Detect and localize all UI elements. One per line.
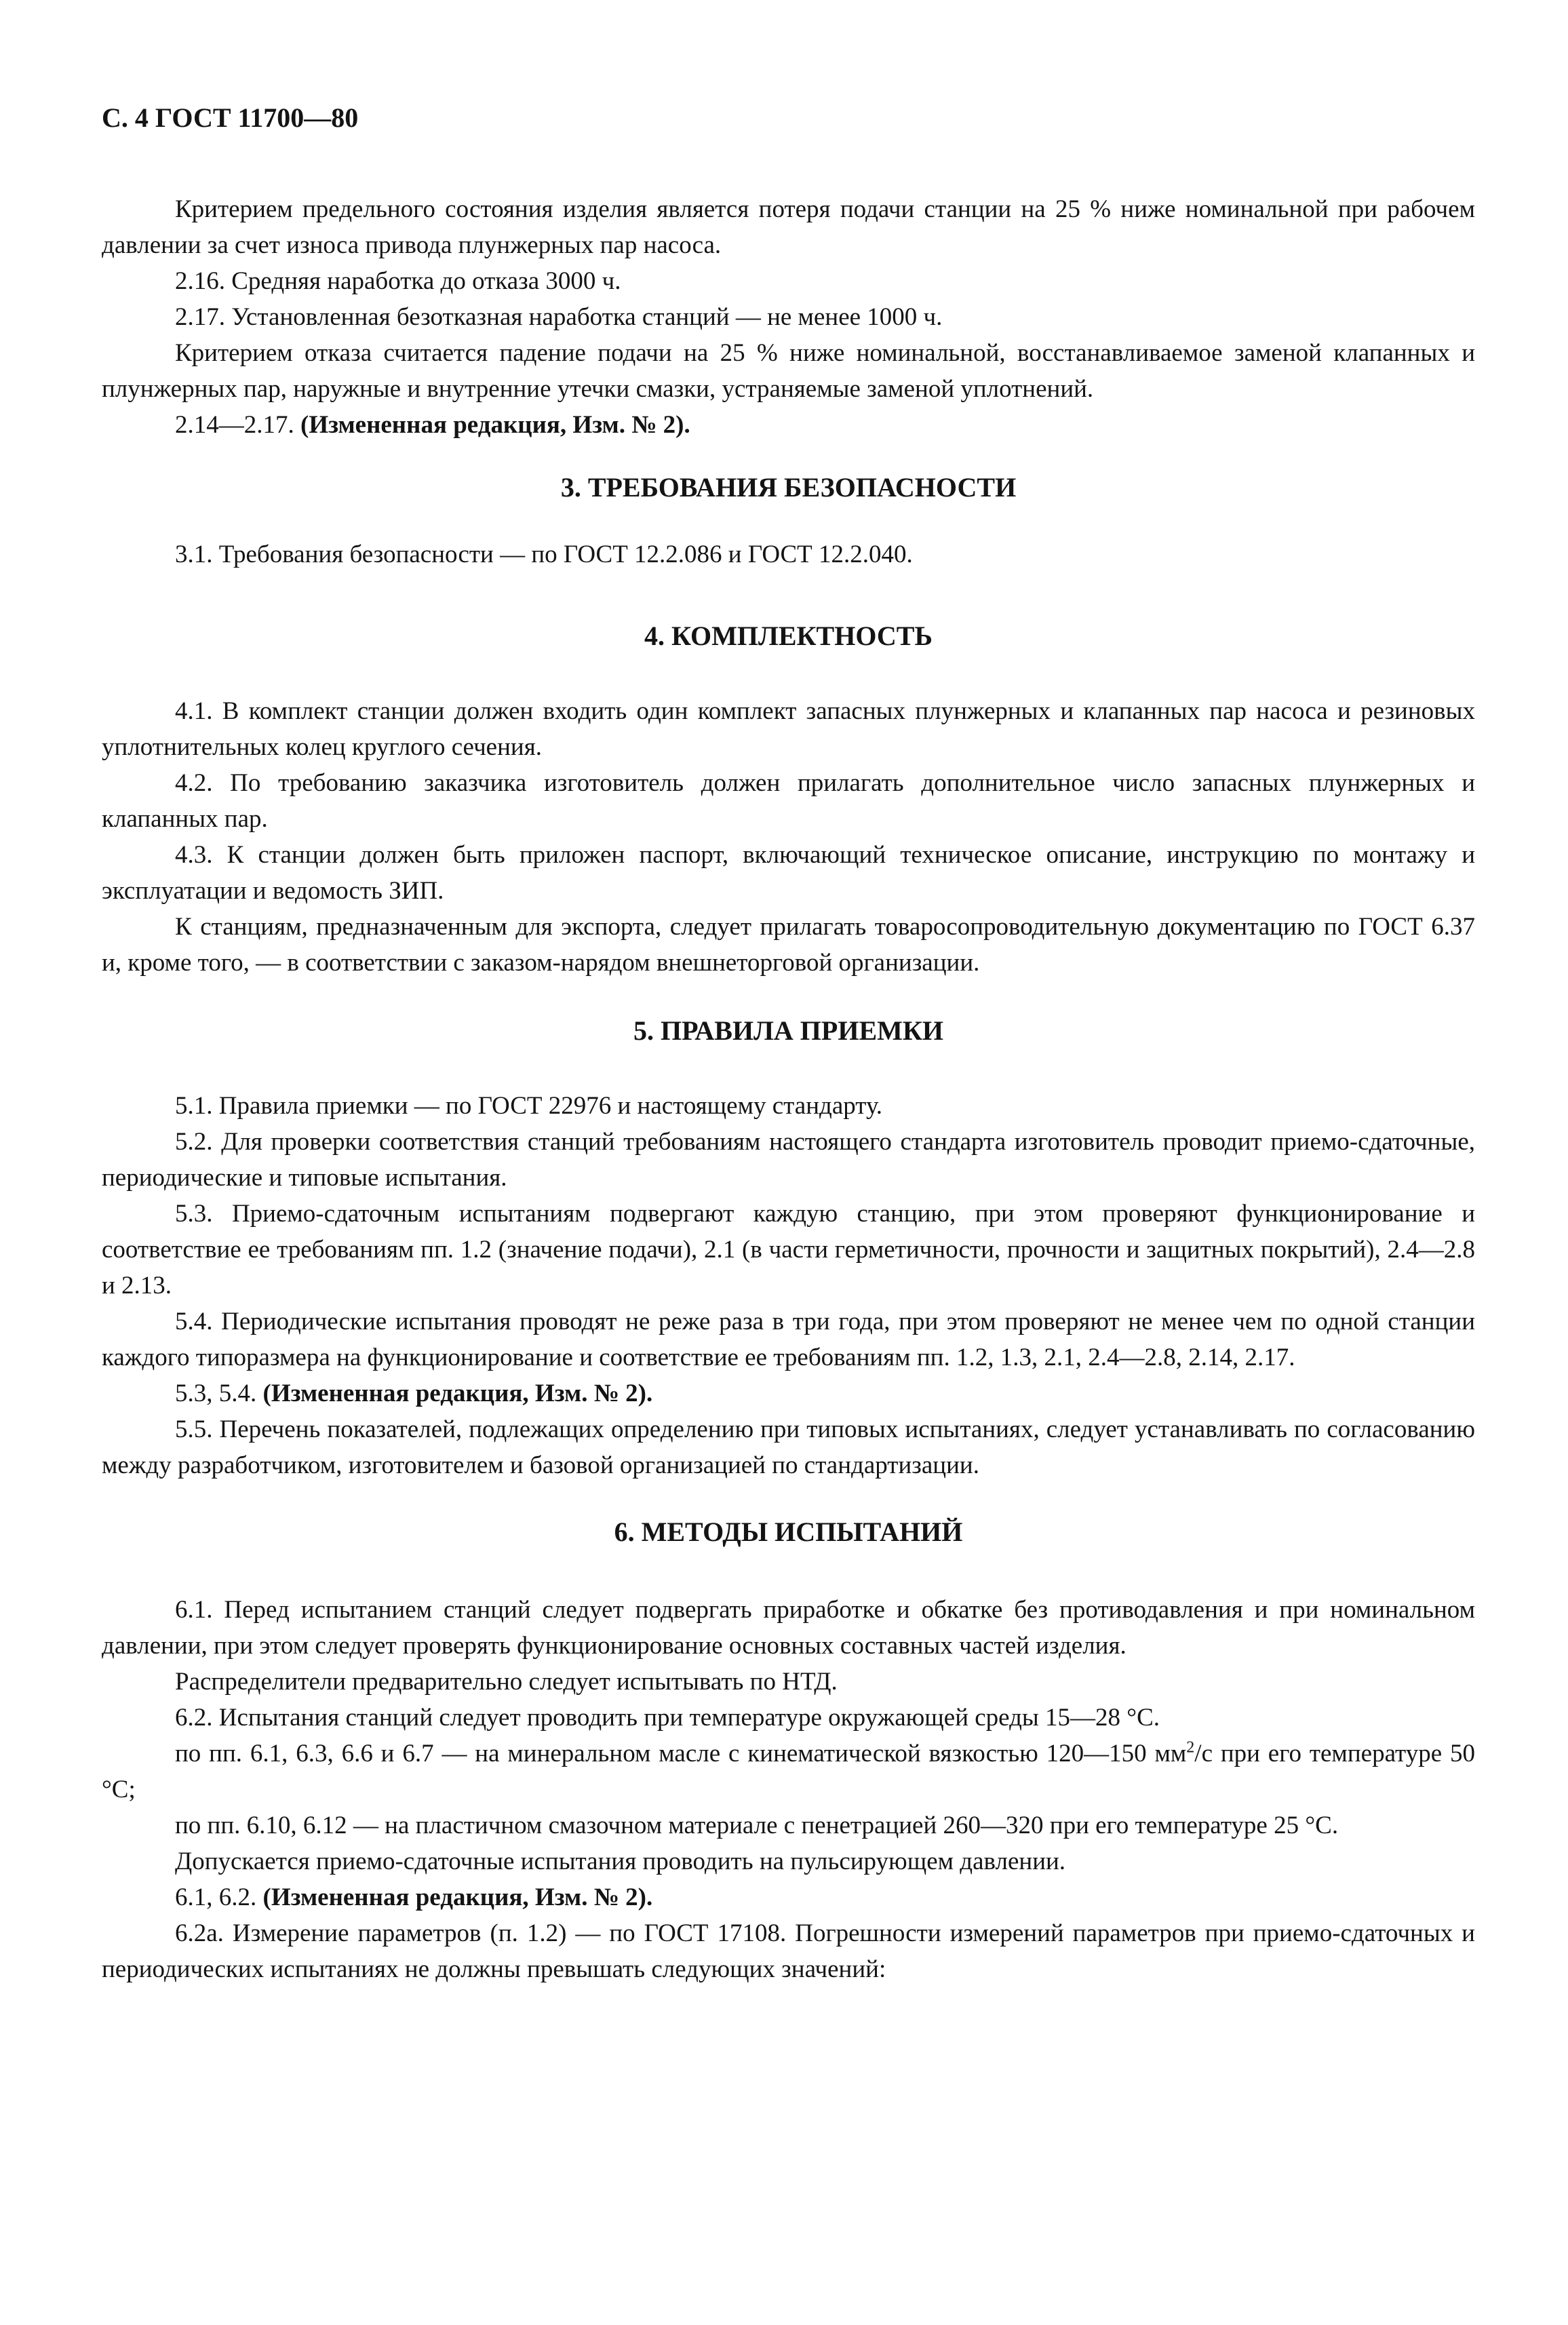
amendment-text: (Измененная редакция, Изм. № 2). — [300, 411, 690, 439]
clause-4-1: 4.1. В комплект станции должен входить один комплект запасных плунжерных и клапанных пар насоса и резиновых уплотнительных колец круглого сечения. — [102, 697, 1475, 761]
clause-5-1: 5.1. Правила приемки — по ГОСТ 22976 и настоящему стандарту. — [175, 1092, 883, 1120]
clause-6-2: 6.2. Испытания станций следует проводить при температуре окружающей среды 15—28 °С. — [175, 1704, 1160, 1732]
clause-4-2: 4.2. По требованию заказчика изготовитель должен прилагать дополнительное число запасных плунжерных и клапанных пар. — [102, 769, 1475, 833]
clause-5-4: 5.4. Периодические испытания проводят не реже раза в три года, при этом проверяют не менее чем по одной станции каждого типоразмера на функционирование и соответствие ее требованиям пп. 1.2, 1.3, 2.1, 2.4—2.8, 2.14, 2.17. — [102, 1308, 1475, 1371]
superscript-2: 2 — [1186, 1738, 1195, 1757]
clause-6-2a: 6.2а. Измерение параметров (п. 1.2) — по ГОСТ 17108. Погрешности измерений параметров при приемо-сдаточных и периодических испытаниях не должны превышать следующих значений: — [102, 1919, 1475, 1983]
clause-5-2: 5.2. Для проверки соответствия станций требованиям настоящего стандарта изготовитель проводит приемо-сдаточные, периодические и типовые испытания. — [102, 1128, 1475, 1192]
amendment-text: (Измененная редакция, Изм. № 2). — [262, 1380, 653, 1407]
section-5-title: 5. ПРАВИЛА ПРИЕМКИ — [633, 1015, 943, 1046]
oil-text-a: по пп. 6.1, 6.3, 6.6 и 6.7 — на минеральном масле с кинематической вязкостью 120—150 мм — [175, 1740, 1187, 1767]
oil-text-b: /с при его температуре 50 °С; — [102, 1740, 1475, 1803]
grease-test-paragraph: по пп. 6.10, 6.12 — на пластичном смазочном материале с пенетрацией 260—320 при его температуре 25 °С. — [175, 1812, 1339, 1839]
document-page — [102, 102, 1475, 1987]
amendment-note-5-3 — [102, 1375, 1475, 1411]
amendment-ref: 2.14—2.17. — [175, 411, 294, 439]
clause-2-16: 2.16. Средняя наработка до отказа 3000 ч. — [175, 267, 621, 295]
clause-3-1: 3.1. Требования безопасности — по ГОСТ 12.2.086 и ГОСТ 12.2.040. — [175, 541, 913, 568]
clause-2-17: 2.17. Установленная безотказная наработка станций — не менее 1000 ч. — [175, 303, 943, 331]
intro-paragraph-1: Критерием предельного состояния изделия является потеря подачи станции на 25 % ниже номинальной при рабочем давлении за счет износа привода плунжерных пар насоса. — [102, 195, 1475, 259]
section-6-title: 6. МЕТОДЫ ИСПЫТАНИЙ — [614, 1517, 963, 1547]
amendment-text: (Измененная редакция, Изм. № 2). — [262, 1883, 653, 1911]
oil-test-paragraph — [102, 1736, 1475, 1808]
amendment-ref: 5.3, 5.4. — [175, 1380, 257, 1407]
clause-6-1: 6.1. Перед испытанием станций следует подвергать приработке и обкатке без противодавления и при номинальном давлении, при этом следует проверять функционирование основных составных частей изделия. — [102, 1596, 1475, 1660]
section-4-title: 4. КОМПЛЕКТНОСТЬ — [644, 621, 933, 651]
page-header: С. 4 ГОСТ 11700—80 — [102, 102, 359, 133]
clause-5-3: 5.3. Приемо-сдаточным испытаниям подвергают каждую станцию, при этом проверяют функционирование и соответствие ее требованиям пп. 1.2 (значение подачи), 2.1 (в части герметичности, прочности и защитных покрытий), 2.4—2.8 и 2.13. — [102, 1200, 1475, 1300]
export-paragraph: К станциям, предназначенным для экспорта, следует прилагать товаросопроводительную документацию по ГОСТ 6.37 и, кроме того, — в соответствии с заказом-нарядом внешнеторговой организации. — [102, 913, 1475, 977]
clause-4-3: 4.3. К станции должен быть приложен паспорт, включающий техническое описание, инструкцию по монтажу и эксплуатации и ведомость ЗИП. — [102, 841, 1475, 905]
clause-5-5: 5.5. Перечень показателей, подлежащих определению при типовых испытаниях, следует устанавливать по согласованию между разработчиком, изготовителем и базовой организацией по стандартизации. — [102, 1415, 1475, 1479]
distributors-paragraph: Распределители предварительно следует испытывать по НТД. — [175, 1668, 838, 1696]
amendment-note-6-1 — [102, 1879, 1475, 1915]
intro-paragraph-4: Критерием отказа считается падение подачи на 25 % ниже номинальной, восстанавливаемое заменой клапанных и плунжерных пар, наружные и внутренние утечки смазки, устраняемые заменой уплотнений. — [102, 339, 1475, 403]
amendment-note-2-14 — [102, 407, 1475, 443]
pulsating-pressure-paragraph: Допускается приемо-сдаточные испытания проводить на пульсирующем давлении. — [175, 1848, 1066, 1875]
section-3-title: 3. ТРЕБОВАНИЯ БЕЗОПАСНОСТИ — [560, 472, 1017, 503]
amendment-ref: 6.1, 6.2. — [175, 1883, 257, 1911]
